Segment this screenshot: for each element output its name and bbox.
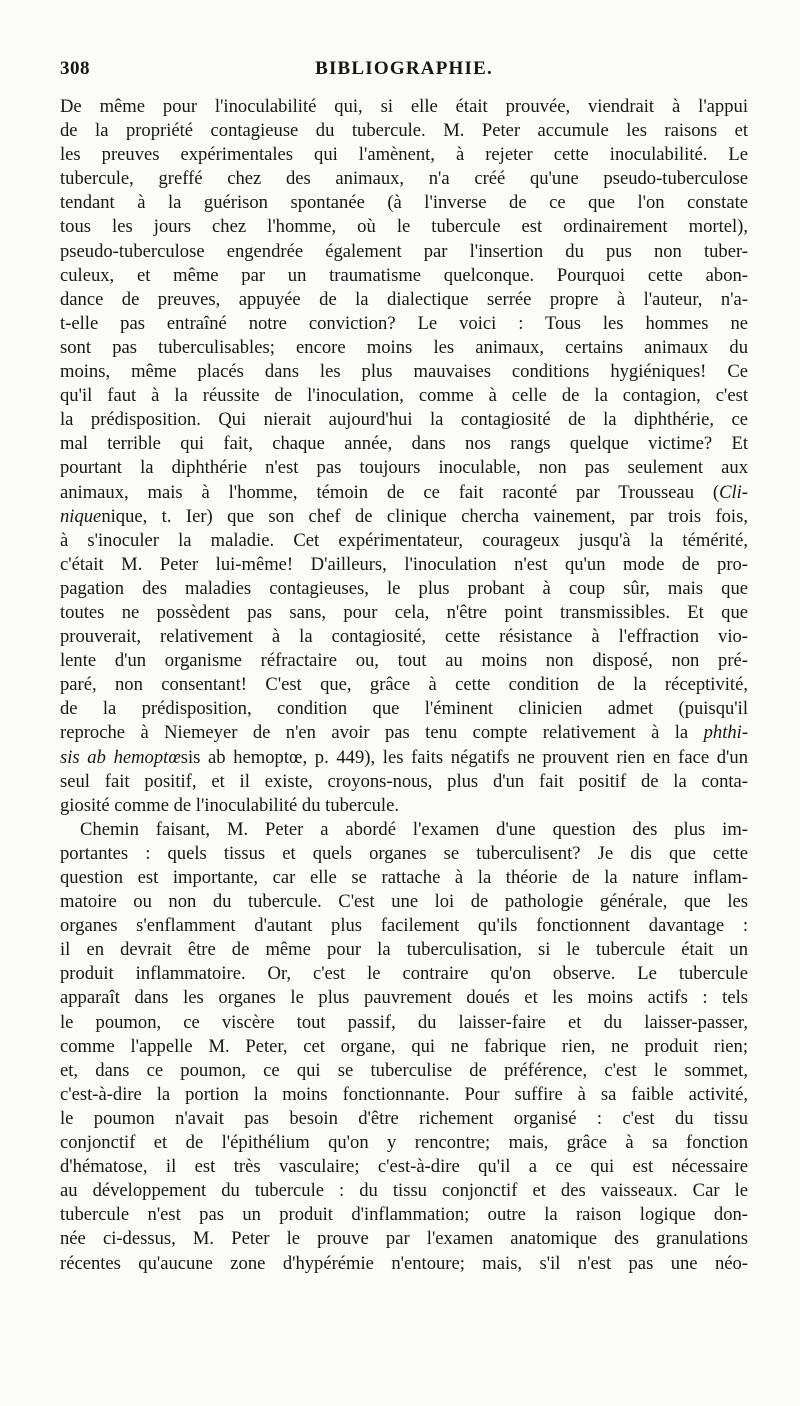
text-line: née ci-dessus, M. Peter le prouve par l'examen anatomique des granulations [60, 1228, 748, 1250]
text-line: conjonctif et de l'épithélium qu'on y rencontre; mais, grâce à sa fonction [60, 1132, 748, 1154]
italic-title: phthi- [703, 722, 748, 744]
text-line: culeux, et même par un traumatisme quelconque. Pourquoi cette abon- [60, 264, 748, 286]
text-line: et, dans ce poumon, ce qui se tuberculise de préférence, c'est le sommet, [60, 1059, 748, 1081]
page-number: 308 [60, 58, 90, 79]
text-line: toutes ne possèdent pas sans, pour cela, n'être point transmissibles. Et que [60, 601, 748, 623]
text-line: de la propriété contagieuse du tubercule. M. Peter accumule les raisons et [60, 120, 748, 142]
text-segment: reproche à Niemeyer de n'en avoir pas tenu compte relativement à la [60, 722, 689, 744]
text-line: pourtant la diphthérie n'est pas toujours inoculable, non pas seulement aux [60, 457, 748, 479]
text-line: il en devrait être de même pour la tuberculisation, si le tubercule était un [60, 939, 748, 961]
text-line: paré, non consentant! C'est que, grâce à cette condition de la réceptivité, [60, 674, 748, 696]
text-line: organes s'enflamment d'autant plus facilement qu'ils fonctionnent davantage : [60, 915, 748, 937]
text-line-with-italic [60, 481, 748, 505]
text-line: le poumon, ce viscère tout passif, du laisser-faire et du laisser-passer, [60, 1011, 748, 1033]
text-segment: animaux, mais à l'homme, témoin de ce fait raconté par Trousseau ( [60, 481, 720, 503]
text-line: pseudo-tuberculose engendrée également par l'insertion du pus non tuber- [60, 240, 748, 262]
italic-title: sis ab hemoptœ [60, 746, 181, 768]
text-segment: sis ab hemoptœ, p. 449), les faits négatifs ne prouvent rien en face d'un [180, 746, 748, 768]
text-line: portantes : quels tissus et quels organes se tuberculisent? Je dis que cette [60, 842, 748, 864]
text-line: qu'il faut à la réussite de l'inoculation, comme à celle de la contagion, c'est [60, 385, 748, 407]
text-line: les preuves expérimentales qui l'amènent, à rejeter cette inoculabilité. Le [60, 144, 748, 166]
text-line: la prédisposition. Qui nierait aujourd'hui la contagiosité de la diphthérie, ce [60, 409, 748, 431]
text-line: tubercule n'est pas un produit d'inflammation; outre la raison logique don- [60, 1204, 748, 1226]
text-line: Chemin faisant, M. Peter a abordé l'examen d'une question des plus im- [80, 818, 748, 840]
text-line: De même pour l'inoculabilité qui, si elle était prouvée, viendrait à l'appui [60, 96, 748, 117]
text-line: moins, même placés dans les plus mauvaises conditions hygiéniques! Ce [60, 361, 748, 383]
running-head [60, 58, 748, 88]
text-line: le poumon n'avait pas besoin d'être richement organisé : c'est du tissu [60, 1107, 748, 1129]
italic-title: nique [60, 505, 102, 527]
text-line: prouverait, relativement à la contagiosité, cette résistance à l'effraction vio- [60, 626, 748, 648]
text-line-with-italic [60, 721, 748, 745]
body-text [60, 95, 748, 1276]
text-line: question est importante, car elle se rattache à la théorie de la nature inflam- [60, 867, 748, 888]
text-line: produit inflammatoire. Or, c'est le contraire qu'on observe. Le tubercule [60, 963, 748, 985]
text-line: mal terrible qui fait, chaque année, dans nos rangs quelque victime? Et [60, 433, 748, 455]
text-segment: nique, t. Ier) que son chef de clinique chercha vainement, par trois fois, [101, 505, 748, 527]
text-line [60, 505, 748, 529]
text-line: seul fait positif, et il existe, croyons-nous, plus d'un fait positif de la conta- [60, 770, 748, 792]
running-title: BIBLIOGRAPHIE. [315, 58, 493, 79]
text-line: comme l'appelle M. Peter, cet organe, qui ne fabrique rien, ne produit rien; [60, 1035, 748, 1057]
text-line: c'était M. Peter lui-même! D'ailleurs, l'inoculation n'est qu'un mode de pro- [60, 553, 748, 575]
text-line: tubercule, greffé chez des animaux, n'a créé qu'une pseudo-tuberculose [60, 168, 748, 190]
text-line: de la prédisposition, condition que l'éminent clinicien admet (puisqu'il [60, 698, 748, 720]
text-line: apparaît dans les organes le plus pauvrement doués et les moins actifs : tels [60, 987, 748, 1009]
text-line: au développement du tubercule : du tissu conjonctif et des vaisseaux. Car le [60, 1180, 748, 1202]
text-line: tous les jours chez l'homme, où le tubercule est ordinairement mortel), [60, 216, 748, 238]
text-line: récentes qu'aucune zone d'hypérémie n'entoure; mais, s'il n'est pas une néo- [60, 1252, 748, 1274]
text-line: matoire ou non du tubercule. C'est une loi de pathologie générale, que les [60, 891, 748, 913]
text-line: à s'inoculer la maladie. Cet expérimentateur, courageux jusqu'à la témérité, [60, 529, 748, 551]
italic-title: Cli- [719, 481, 748, 503]
text-line: d'hématose, il est très vasculaire; c'est-à-dire qu'il a ce qui est nécessaire [60, 1156, 748, 1178]
text-line: pagation des maladies contagieuses, le plus probant à coup sûr, mais que [60, 577, 748, 599]
text-line-with-italic [60, 746, 748, 770]
text-line: tendant à la guérison spontanée (à l'inverse de ce que l'on constate [60, 192, 748, 214]
text-line: lente d'un organisme réfractaire ou, tout au moins non disposé, non pré- [60, 650, 748, 672]
text-line: dance de preuves, appuyée de la dialectique serrée propre à l'auteur, n'a- [60, 288, 748, 310]
text-line: c'est-à-dire la portion la moins fonctionnante. Pour suffire à sa faible activité, [60, 1083, 748, 1105]
text-line: t-elle pas entraîné notre conviction? Le voici : Tous les hommes ne [60, 312, 748, 334]
text-line: giosité comme de l'inoculabilité du tubercule. [60, 794, 399, 816]
text-line: sont pas tuberculisables; encore moins les animaux, certains animaux du [60, 336, 748, 358]
